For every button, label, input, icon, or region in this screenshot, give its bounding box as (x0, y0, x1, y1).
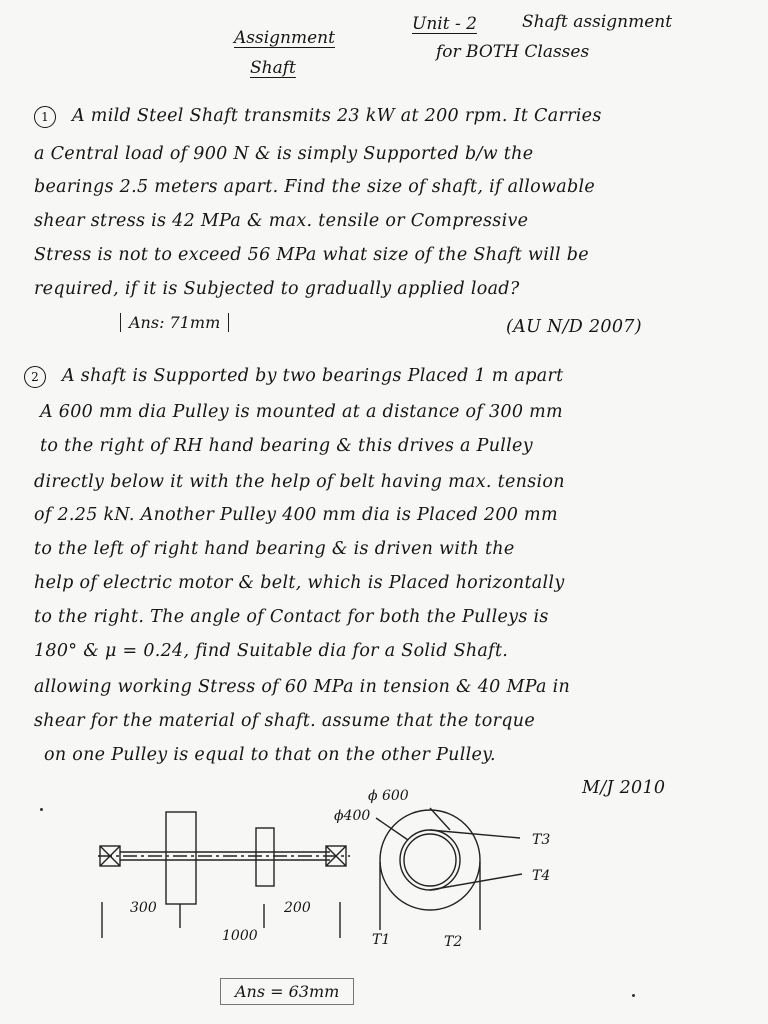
q2-line-11: shear for the material of shaft. assume that the torque (34, 711, 535, 731)
tension-t4-label: T4 (532, 868, 551, 884)
assignment-note-1: Shaft assignment (522, 12, 673, 32)
q1-line-5: Stress is not to exceed 56 MPa what size of the Shaft will be (34, 245, 589, 265)
question-2-number: 2 (24, 366, 46, 388)
margin-mark (632, 994, 635, 997)
q2-line-5: of 2.25 kN. Another Pulley 400 mm dia is Placed 200 mm (34, 505, 558, 525)
tension-t1-label: T1 (372, 932, 391, 948)
dim-200-label: 200 (284, 900, 311, 916)
tension-t3-label: T3 (532, 832, 551, 848)
subject-heading: Shaft (250, 58, 296, 78)
q2-line-9: 180° & μ = 0.24, find Suitable dia for a Solid Shaft. (34, 641, 509, 661)
pulley-400-side-view (256, 828, 274, 886)
q2-line-12: on one Pulley is equal to that on the other Pulley. (44, 745, 496, 765)
question-1-number: 1 (34, 106, 56, 128)
q2-line-10: allowing working Stress of 60 MPa in tension & 40 MPa in (34, 677, 571, 697)
q2-line-1: A shaft is Supported by two bearings Placed 1 m apart (62, 366, 564, 386)
tension-t2-label: T2 (444, 934, 463, 950)
q1-line-4: shear stress is 42 MPa & max. tensile or Compressive (34, 211, 529, 231)
q2-line-4: directly below it with the help of belt having max. tension (34, 472, 565, 492)
q2-line-6: to the left of right hand bearing & is driven with the (34, 539, 515, 559)
q2-line-7: help of electric motor & belt, which is Placed horizontally (34, 573, 565, 593)
dim-300-label: 300 (130, 900, 157, 916)
unit-label: Unit - 2 (412, 14, 477, 34)
dia-400-leader (376, 818, 408, 840)
q1-line-2: a Central load of 900 N & is simply Supported b/w the (34, 144, 534, 164)
pulley-400-end-view (400, 830, 460, 890)
q1-source: (AU N/D 2007) (506, 317, 642, 337)
q2-source: M/J 2010 (582, 778, 666, 798)
q2-line-8: to the right. The angle of Contact for both the Pulleys is (34, 607, 549, 627)
q2-line-3: to the right of RH hand bearing & this drives a Pulley (40, 436, 533, 456)
q1-answer: Ans: 71mm (120, 313, 229, 332)
q2-line-2: A 600 mm dia Pulley is mounted at a distance of 300 mm (40, 402, 563, 422)
dim-1000-label: 1000 (222, 928, 258, 944)
pulley-600-side-view (166, 812, 196, 904)
assignment-heading: Assignment (234, 28, 335, 48)
q1-line-6: required, if it is Subjected to gradually applied load? (34, 279, 520, 299)
assignment-note-2: for BOTH Classes (436, 42, 590, 62)
pulley-600-end-view (380, 810, 480, 910)
q2-answer: Ans = 63mm (220, 978, 354, 1005)
q1-line-1: A mild Steel Shaft transmits 23 kW at 200 rpm. It Carries (72, 106, 602, 126)
q1-line-3: bearings 2.5 meters apart. Find the size of shaft, if allowable (34, 177, 596, 197)
dia-400-label: ϕ400 (334, 808, 371, 824)
margin-mark (40, 808, 43, 811)
dia-600-label: ϕ 600 (368, 788, 409, 804)
